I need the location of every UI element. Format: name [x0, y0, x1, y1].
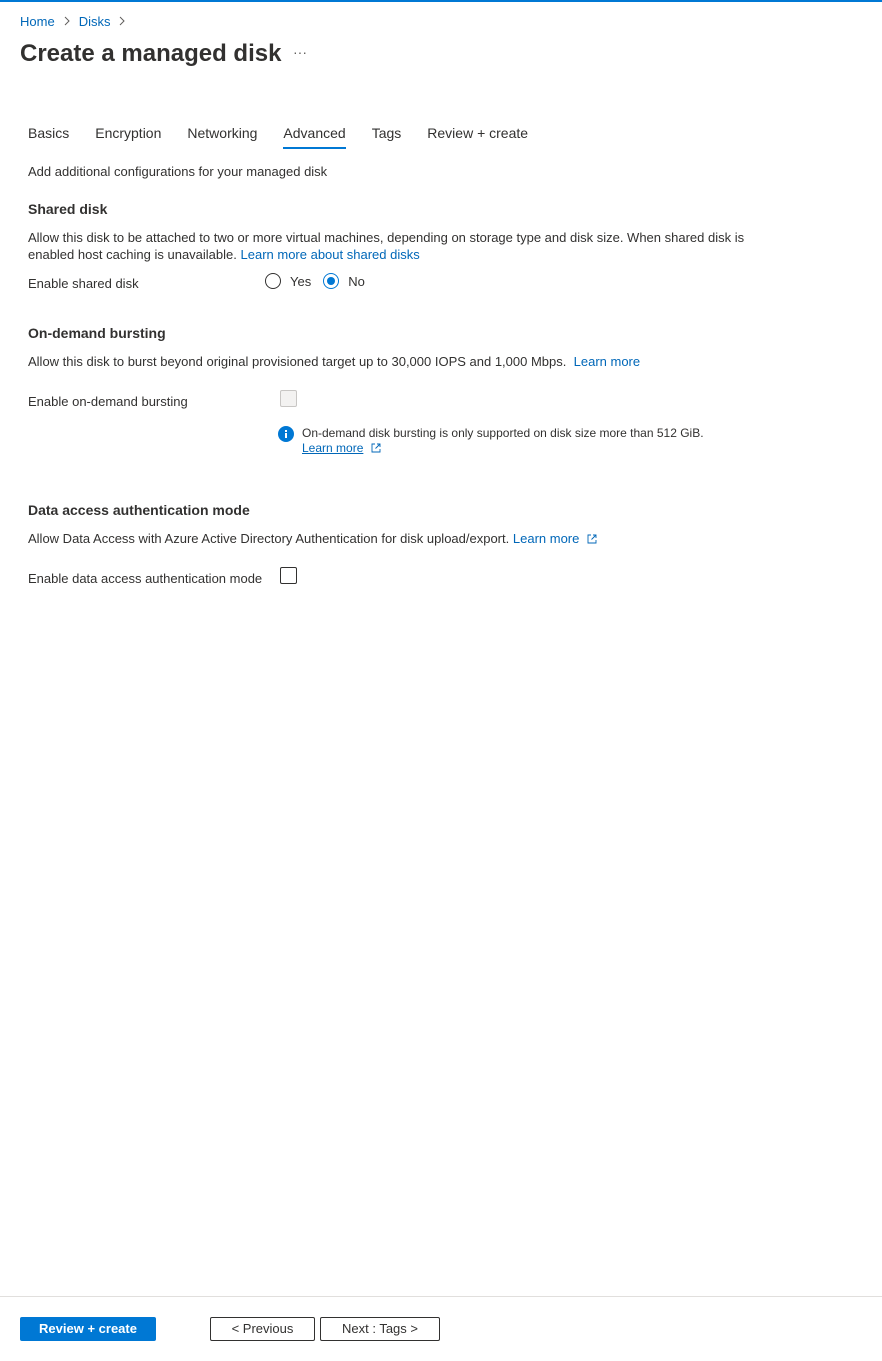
radio-checked-icon[interactable] — [323, 273, 339, 289]
data-access-learn-more-link[interactable]: Learn more — [512, 531, 580, 546]
bursting-learn-more-link[interactable]: Learn more — [573, 354, 641, 369]
chevron-right-icon — [119, 16, 125, 26]
enable-data-access-label: Enable data access authentication mode — [28, 571, 263, 586]
info-link-row — [302, 441, 704, 457]
enable-bursting-label: Enable on-demand bursting — [28, 394, 188, 409]
learn-more-shared-disks-link[interactable]: Learn more about shared disks — [240, 247, 420, 262]
data-access-description — [28, 530, 597, 548]
bursting-info-message — [278, 426, 704, 457]
tab-networking[interactable]: Networking — [187, 125, 258, 141]
data-access-description-text: Allow Data Access with Azure Active Directory Authentication for disk upload/export. — [28, 531, 510, 546]
review-create-button[interactable]: Review + create — [20, 1317, 156, 1341]
footer-action-bar — [0, 1296, 882, 1361]
bursting-description-text: Allow this disk to burst beyond original provisioned target up to 30,000 IOPS and 1,000 Mbps. — [28, 354, 567, 369]
tab-review-create[interactable]: Review + create — [427, 125, 529, 141]
shared-disk-yes-radio[interactable] — [265, 273, 311, 289]
external-link-icon — [371, 442, 381, 457]
breadcrumb-disks[interactable]: Disks — [78, 13, 111, 29]
breadcrumb — [20, 12, 134, 30]
shared-disk-no-radio[interactable] — [323, 273, 365, 289]
shared-disk-heading: Shared disk — [28, 201, 108, 217]
top-accent-bar — [0, 0, 882, 2]
radio-label-yes: Yes — [290, 273, 312, 289]
data-access-heading: Data access authentication mode — [28, 502, 250, 518]
tab-bar — [28, 123, 554, 151]
enable-shared-disk-label: Enable shared disk — [28, 276, 139, 291]
bursting-heading: On-demand bursting — [28, 325, 166, 341]
shared-disk-description-text: Allow this disk to be attached to two or more virtual machines, depending on storage type and disk size. When shared disk is enabled host caching is unavailable. — [28, 230, 745, 262]
chevron-right-icon — [64, 16, 70, 26]
external-link-icon — [587, 531, 597, 548]
info-icon — [278, 426, 294, 442]
radio-unchecked-icon[interactable] — [265, 273, 281, 289]
tab-tags[interactable]: Tags — [371, 125, 402, 141]
next-tags-button[interactable]: Next : Tags > — [320, 1317, 440, 1341]
shared-disk-radio-group — [265, 273, 377, 289]
tab-basics[interactable]: Basics — [28, 125, 70, 141]
breadcrumb-home[interactable]: Home — [20, 13, 55, 29]
intro-text: Add additional configurations for your managed disk — [28, 164, 328, 179]
tab-advanced[interactable]: Advanced — [283, 123, 345, 149]
enable-bursting-checkbox[interactable] — [280, 390, 297, 407]
tab-encryption[interactable]: Encryption — [95, 125, 162, 141]
shared-disk-description — [28, 229, 768, 263]
previous-button[interactable]: < Previous — [210, 1317, 315, 1341]
bursting-description — [28, 353, 640, 370]
radio-label-no: No — [348, 273, 365, 289]
enable-data-access-checkbox[interactable] — [280, 567, 297, 584]
more-options-icon[interactable]: ··· — [293, 44, 307, 60]
info-learn-more-link[interactable]: Learn more — [302, 441, 364, 455]
page-title: Create a managed disk — [20, 40, 282, 67]
info-message-body — [302, 426, 704, 457]
info-message-text: On-demand disk bursting is only supported on disk size more than 512 GiB. — [302, 426, 704, 440]
